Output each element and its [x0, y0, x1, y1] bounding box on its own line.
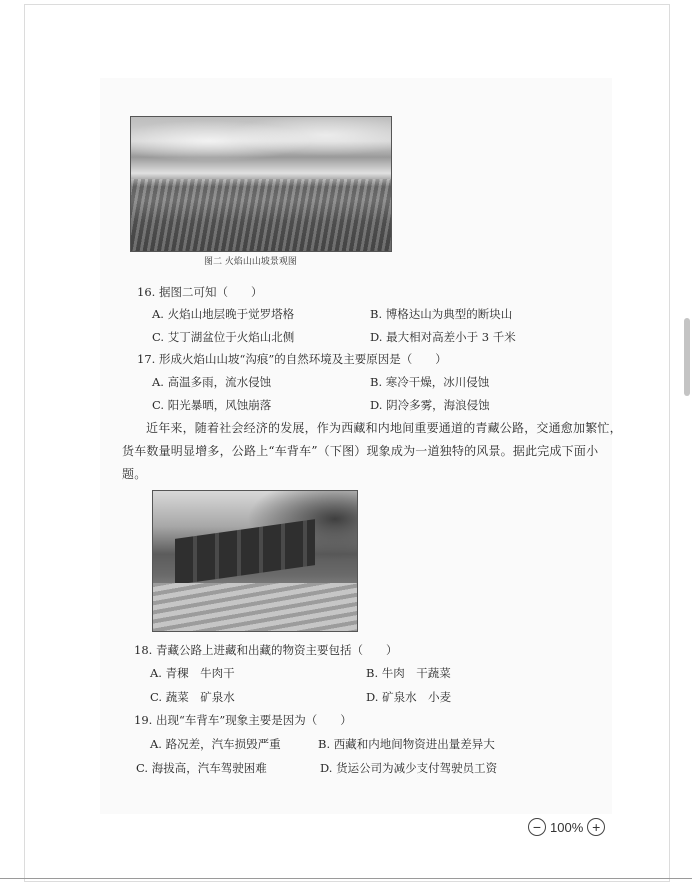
- zoom-in-button[interactable]: +: [587, 818, 605, 836]
- q19-option-c: C. 海拔高，汽车驾驶困难: [136, 761, 267, 775]
- passage-line-3: 题。: [122, 467, 147, 481]
- figure2-caption: 图二 火焰山山坡景观图: [204, 257, 297, 267]
- q17-option-a: A. 高温多雨，流水侵蚀: [152, 375, 272, 389]
- zoom-out-button[interactable]: −: [528, 818, 546, 836]
- q16-option-b: B. 博格达山为典型的断块山: [370, 307, 513, 321]
- passage-line-1: 近年来，随着社会经济的发展，作为西藏和内地间重要通道的青藏公路，交通愈加繁忙，: [146, 421, 622, 435]
- q19-option-d: D. 货运公司为减少支付驾驶员工资: [320, 761, 498, 775]
- q16-option-d: D. 最大相对高差小于 3 千米: [370, 330, 516, 344]
- q17-option-c: C. 阳光暴晒，风蚀崩落: [152, 398, 272, 412]
- q16-option-c: C. 艾丁湖盆位于火焰山北侧: [152, 330, 295, 344]
- figure-truck-on-truck-photo: [152, 490, 358, 632]
- q19-option-b: B. 西藏和内地间物资进出量差异大: [318, 737, 495, 751]
- q18-option-a: A. 青稞 牛肉干: [150, 666, 235, 680]
- q17-stem: 17. 形成火焰山山坡“沟痕”的自然环境及主要原因是（ ）: [137, 352, 447, 366]
- q16-stem: 16. 据图二可知（ ）: [137, 285, 263, 299]
- q17-option-d: D. 阴冷多雾，海浪侵蚀: [370, 398, 490, 412]
- q18-option-b: B. 牛肉 干蔬菜: [366, 666, 451, 680]
- q18-stem: 18. 青藏公路上进藏和出藏的物资主要包括（ ）: [134, 643, 398, 657]
- vertical-scrollbar[interactable]: [684, 318, 690, 396]
- divider: [0, 878, 692, 879]
- q16-option-a: A. 火焰山地层晚于觉罗塔格: [152, 307, 295, 321]
- figure2-photo-flaming-mountain: [130, 116, 392, 252]
- zoom-control: [528, 814, 638, 840]
- zoom-level: 100%: [550, 819, 584, 835]
- q19-stem: 19. 出现“车背车”现象主要是因为（ ）: [134, 713, 352, 727]
- q18-option-c: C. 蔬菜 矿泉水: [150, 690, 235, 704]
- passage-line-2: 货车数量明显增多，公路上“车背车”（下图）现象成为一道独特的风景。据此完成下面小: [122, 444, 599, 458]
- q19-option-a: A. 路况差，汽车损毁严重: [150, 737, 281, 751]
- q17-option-b: B. 寒冷干燥，冰川侵蚀: [370, 375, 490, 389]
- q18-option-d: D. 矿泉水 小麦: [366, 690, 452, 704]
